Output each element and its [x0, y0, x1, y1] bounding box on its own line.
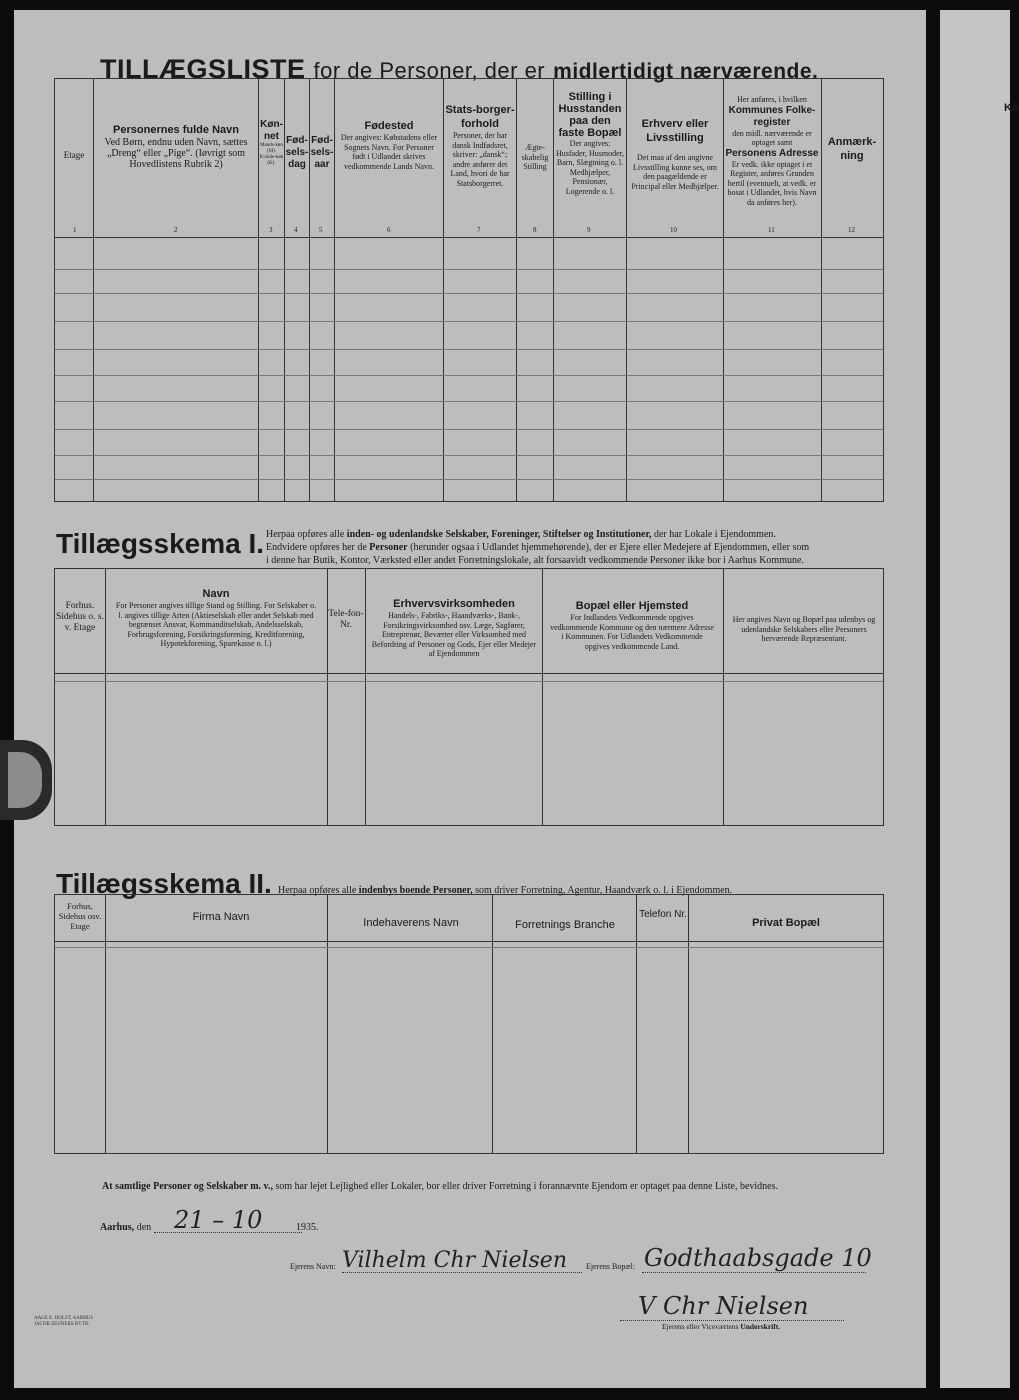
owner-label: Ejerens Navn: — [290, 1262, 336, 1271]
skema1-intro3: i denne har Butik, Kontor, Værksted eller andet Forretningslokale, alt forsaavidt vedkommende Personer ikke bor i Aarhus Kommune. — [266, 555, 804, 566]
skema1-intro1-pre: Herpaa opføres alle — [266, 529, 347, 540]
skema1-col-erhverv-title: Erhvervsvirksomheden — [393, 598, 515, 610]
col-num-6: 6 — [387, 226, 391, 234]
skema2-col-telefon: Telefon Nr. — [639, 909, 687, 920]
address-label: Ejerens Bopæl: — [586, 1262, 636, 1271]
title-main: TILLÆGSLISTE — [100, 54, 306, 84]
skema1-table — [54, 568, 884, 826]
skema1-col-repraesentant: Her angives Navn og Bopæl paa udenbys og udenlandske Selskabers eller Personers herværende Repræsentant. — [732, 615, 876, 643]
signature-label-pre: Ejerens eller Viceværtens — [662, 1322, 741, 1331]
census-form-page — [14, 10, 926, 1388]
skema1-intro2-pre: Endvidere opføres her de — [266, 542, 370, 553]
skema2-col-bopael: Privat Bopæl — [752, 917, 820, 929]
col-erhverv-header — [629, 117, 721, 191]
col-num-4: 4 — [294, 226, 298, 234]
handwritten-date: 21 – 10 — [174, 1206, 263, 1234]
col-anmaerkning-title: Anmærk-ning — [827, 136, 877, 162]
footer-place-label: Aarhus, — [100, 1222, 135, 1233]
skema2-intro-pre: Herpaa opføres alle — [278, 885, 359, 896]
footer-year: 1935. — [296, 1222, 319, 1233]
col-statsborger-desc: Personer, der har dansk Indfødsret, skriver: „dansk“; andre anfører det Land, hvori de har Statsborgerret. — [450, 131, 510, 188]
owner-line — [342, 1272, 582, 1273]
col-adresse-header — [724, 95, 820, 207]
footer-den-label: den — [136, 1222, 152, 1233]
col-erhverv-title: Erhverv eller Livsstilling — [641, 118, 709, 144]
skema2-col-firma: Firma Navn — [192, 911, 250, 923]
handwritten-address: Godthaabsgade 10 — [644, 1244, 872, 1272]
col-adresse-title: Personens Adresse — [725, 147, 819, 159]
skema2-table — [54, 894, 884, 1154]
col-num-10: 10 — [670, 226, 677, 234]
skema1-col-erhverv — [371, 597, 537, 659]
footer-statement-bold: At samtlige Personer og Selskaber m. v., — [102, 1181, 274, 1192]
col-aegteskab-header — [517, 143, 553, 172]
address-line — [642, 1272, 866, 1273]
skema1-col-erhverv-desc: Handels-, Fabriks-, Haandværks-, Bank-, Forsikringsvirksomhed osv. Læge, Sagfører, Entreprenør, Beværter eller Virksomhed med Befordring af Personer og Gods, Ejer eller Medejer af Ejendommen — [371, 611, 537, 658]
skema2-intro-bold: indenbys boende Personer, — [358, 885, 473, 896]
col-navn-title: Personernes fulde Navn — [113, 124, 239, 136]
col-adresse-desc: Er vedk. ikke optaget i et Register, anføres Grunden hertil (eventuelt, at vedk. er bosat i Udlandet, hvis Navn da anføres her). — [727, 159, 817, 207]
date-line — [154, 1232, 302, 1233]
col-erhverv-desc: Det maa af den angivne Livsstilling kunne ses, om den paagældende er Principal eller Medhjælper. — [631, 153, 719, 191]
col-koen-header — [259, 119, 284, 167]
skema1-col-navn-desc: For Personer angives tillige Stand og Stilling. For Selskaber o. l. angives tillige Arten (Aktieselskab eller andet Selskab med begrænset Ansvar, Kommanditselskab, Andelsselskab, Forbrugsforening, Forsikringsforening, Kreditforening, Hypotekforening, Sparekasse o. l.) — [115, 601, 317, 648]
col-aegteskab-desc: Ægte-skabelig Stilling — [521, 143, 549, 171]
handwritten-signature: V Chr Nielsen — [638, 1292, 809, 1320]
col-anmaerkning-header — [823, 135, 881, 163]
skema1-col-navn-title: Navn — [202, 588, 230, 600]
skema2-col-indehaver: Indehaverens Navn — [363, 917, 459, 929]
skema2-col-etage: Forhus, Sidehus osv. Etage — [58, 901, 102, 931]
skema2-intro-post: som driver Forretning, Agentur, Haandværk o. l. i Ejendommen. — [472, 885, 733, 896]
footer-statement-rest: som har lejet Lejlighed eller Lokaler, bor eller driver Forretning i forannævnte Ejendom er optaget paa denne Liste, bevidnes. — [273, 1181, 778, 1192]
col-foedested-desc: Der angives: Købstadens eller Sognets Navn. For Personer født i Udlandet skrives vedkommende Lands Navn. — [340, 133, 438, 171]
handwritten-owner-name: Vilhelm Chr Nielsen — [342, 1248, 567, 1273]
col-navn-desc: Ved Børn, endnu uden Navn, sættes „Dreng“ eller „Pige“. (Iøvrigt som Hovedlistens Rubrik 2) — [104, 137, 248, 170]
title-sub2: midlertidigt nærværende. — [553, 60, 819, 83]
col-num-3: 3 — [269, 226, 273, 234]
col-num-12: 12 — [848, 226, 855, 234]
printer-mark: AAGE E. HOLST, AARHUS JACOB ZEUNERS BYTR. — [34, 1316, 94, 1327]
col-foedselsdag-title: Fød-sels-dag — [285, 135, 309, 170]
col-foedselsaar-header — [310, 135, 334, 171]
col-num-7: 7 — [477, 226, 481, 234]
skema1-intro2-post: (herunder ogsaa i Udlandet hjemmehørende), der er Ejere eller Medejere af Ejendommen, eller som — [407, 542, 810, 553]
col-navn-header — [97, 123, 255, 170]
skema1-col-bopael-title: Bopæl eller Hjemsted — [575, 600, 689, 612]
col-stilling-desc: Der angives: Husfader, Husmoder, Barn, Slægtning o. l. Medhjælper, Pensionær, Logerende o. l. — [555, 139, 624, 196]
col-num-9: 9 — [587, 226, 591, 234]
col-etage-header: Etage — [63, 150, 85, 160]
skema1-col-telefon: Tele-fon-Nr. — [328, 609, 364, 630]
signature-line — [620, 1320, 844, 1321]
col-foedselsaar-title: Fød-sels-aar — [310, 135, 334, 170]
col-foedested-title: Fødested — [364, 120, 414, 132]
col-statsborger-title: Stats-borger-forhold — [445, 104, 515, 130]
footer-place — [100, 1222, 151, 1233]
col-num-8: 8 — [533, 226, 537, 234]
col-num-11: 11 — [768, 226, 775, 234]
col-koen-title: Køn-net — [260, 119, 283, 142]
tillaegsliste-table — [54, 78, 884, 502]
skema1-title: Tillægsskema I. — [56, 528, 265, 559]
skema1-col-bopael-desc: For Indlandets Vedkommende opgives vedkommende Kommune og den nærmere Adresse i Kommunen. For Udlandets Vedkommende opgives vedkommende Land. — [550, 613, 714, 651]
skema1-col-bopael — [549, 599, 715, 651]
col-adresse-desc-mid: den midl. nærværende er optaget samt — [732, 128, 812, 147]
facing-page-edge — [940, 10, 1019, 1388]
col-num-5: 5 — [319, 226, 323, 234]
col-stilling-title: Stilling i Husstanden paa den faste Bopæl — [558, 91, 622, 139]
skema1-intro1-post: der har Lokale i Ejendommen. — [651, 529, 776, 540]
skema2-col-branche: Forretnings Branche — [515, 919, 615, 931]
skema1-col-etage: Forhus. Sidehus o. s. v. Etage — [55, 601, 105, 633]
col-num-1: 1 — [73, 226, 77, 234]
skema2-title: Tillægsskema II. — [56, 868, 272, 899]
col-statsborger-header — [445, 103, 515, 188]
col-adresse-desc-top: Her anføres, i hvilken — [737, 95, 807, 104]
skema1-intro — [266, 528, 896, 567]
col-adresse-register-title: Kommunes Folke-register — [728, 104, 816, 128]
binding-clip-highlight — [8, 752, 42, 808]
skema1-intro1-bold: inden- og udenlandske Selskaber, Foreninger, Stiftelser og Institutioner, — [346, 529, 652, 540]
col-koen-desc: Mands-køn (M). Kvinde-køn (K). — [259, 143, 284, 166]
footer-statement — [102, 1180, 882, 1193]
col-foedested-header — [337, 119, 441, 171]
col-stilling-header — [555, 91, 625, 196]
col-foedselsdag-header — [285, 135, 309, 171]
facing-page-text-fragment: Ko — [1004, 102, 1019, 114]
skema1-col-navn — [115, 587, 317, 649]
col-num-2: 2 — [174, 226, 178, 234]
signature-label — [662, 1322, 780, 1331]
skema1-intro2-bold: Personer — [369, 542, 408, 553]
title-sub1: for de Personer, der er — [313, 58, 546, 83]
signature-label-bold: Underskrift. — [740, 1322, 781, 1331]
